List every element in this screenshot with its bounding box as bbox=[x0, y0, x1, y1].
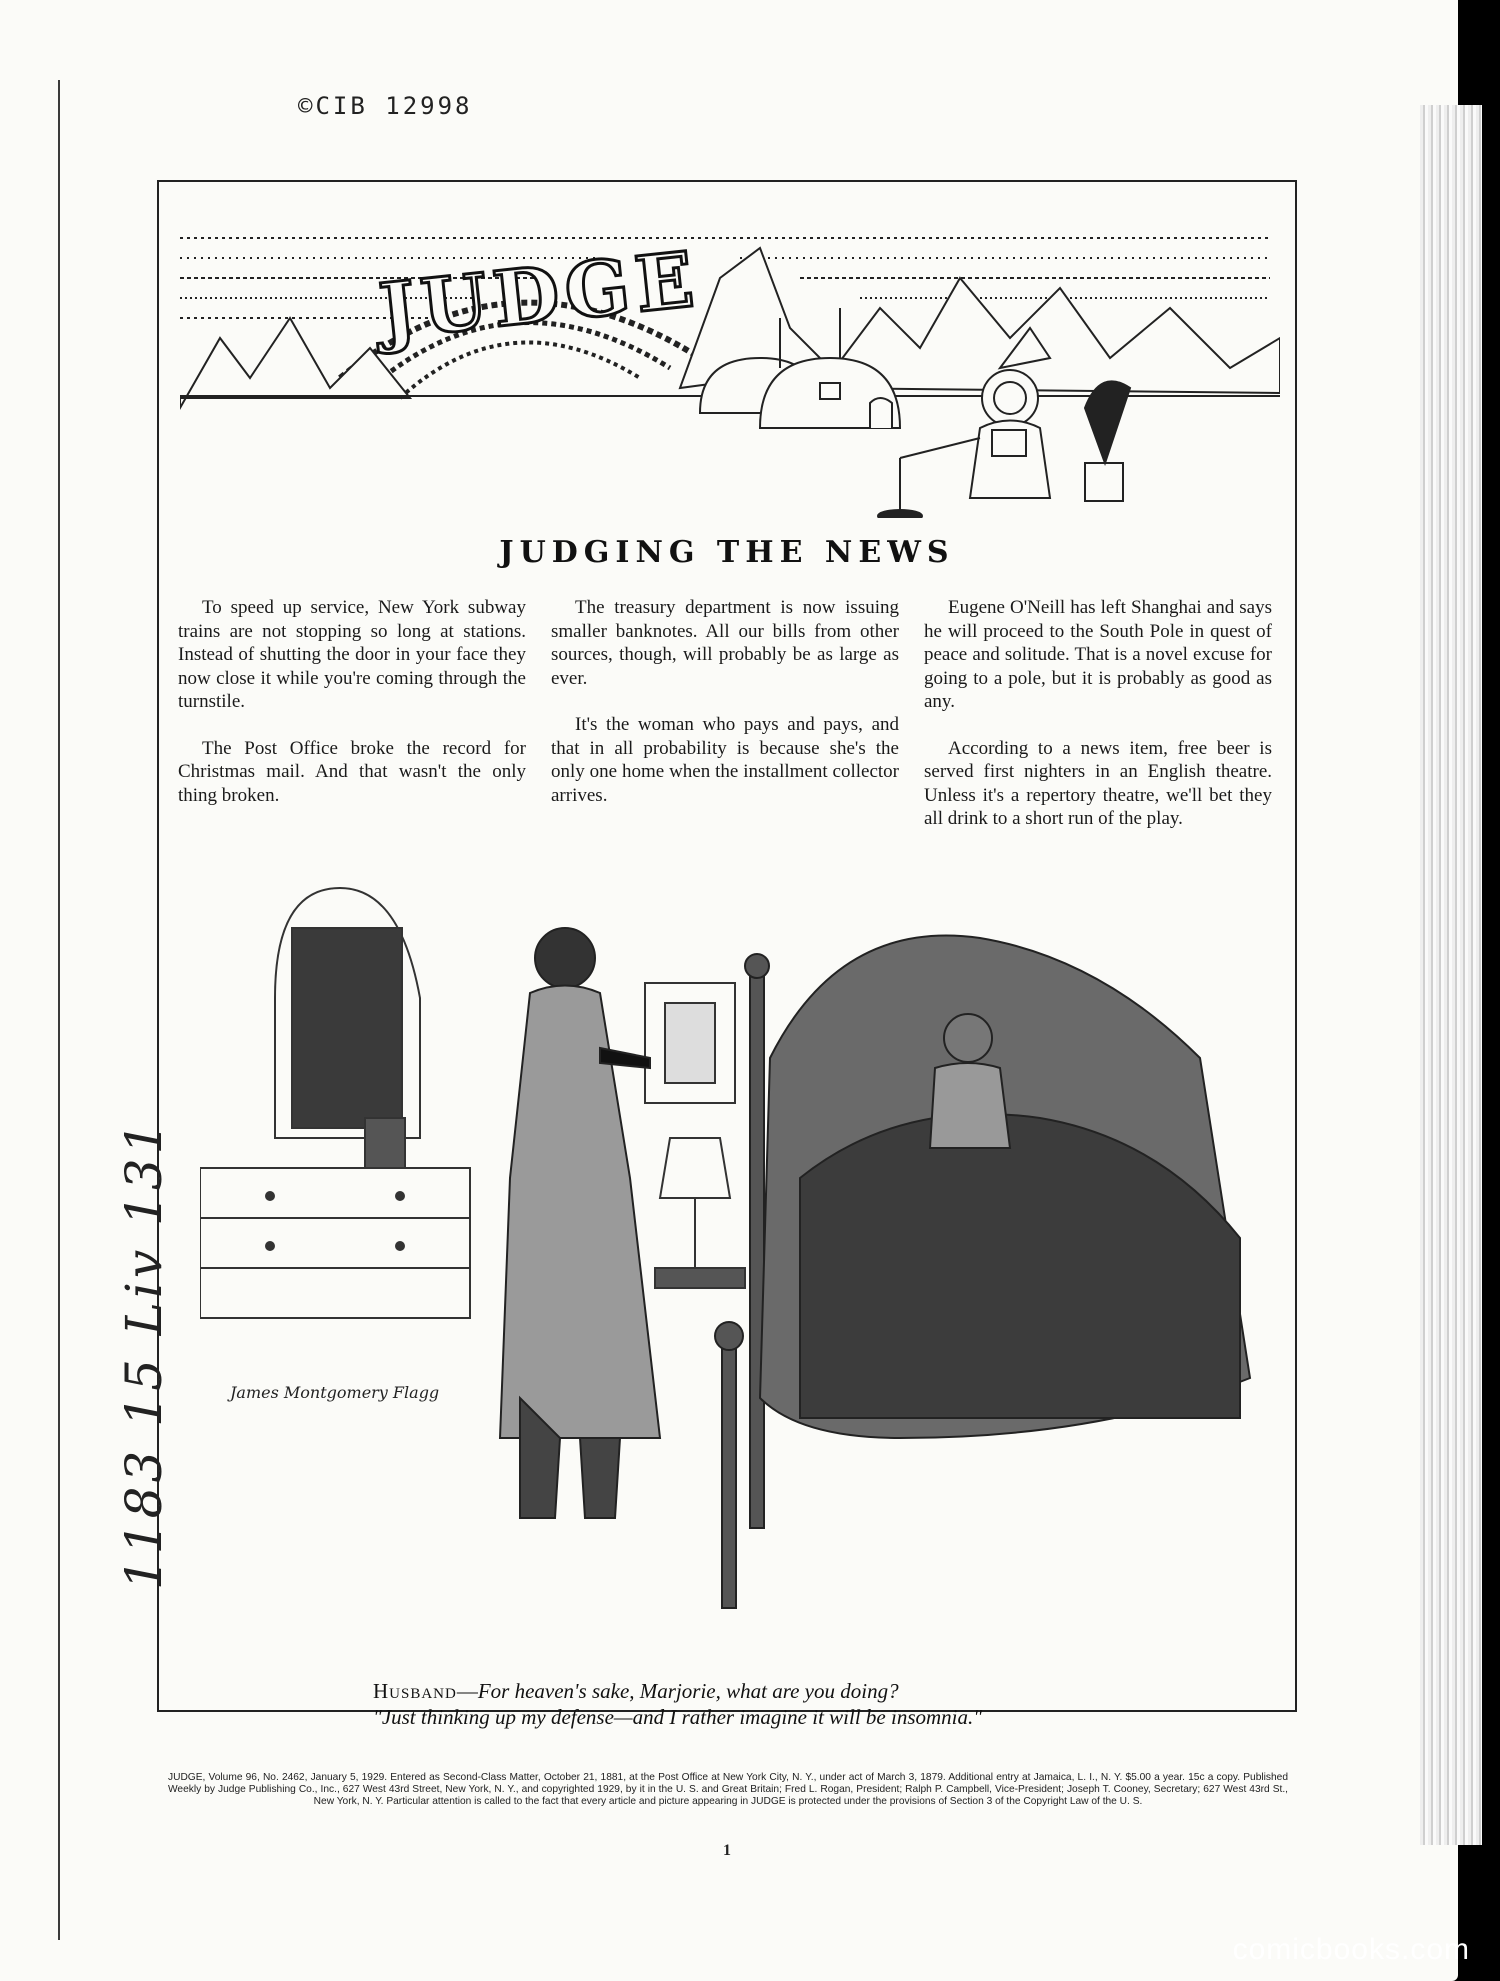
news-item: To speed up service, New York subway trains are not stopping so long at stations. Instead of shutting the door in your face they now close it while you're coming through the turnstile. bbox=[178, 597, 526, 712]
lamp bbox=[655, 1138, 745, 1288]
news-column-3 bbox=[924, 596, 1272, 854]
news-column-1 bbox=[178, 596, 526, 830]
caption-line-2 bbox=[373, 1704, 1273, 1730]
news-item: Eugene O'Neill has left Shanghai and says he will proceed to the South Pole in quest of peace and solitude. That is a novel excuse for going to a pole, but it is probably as good as any. bbox=[924, 597, 1272, 712]
page-title: JUDGING THE NEWS bbox=[499, 535, 955, 570]
artist-signature: James Montgomery Flagg bbox=[230, 1383, 440, 1402]
news-item: The Post Office broke the record for Christmas mail. And that wasn't the only thing broken. bbox=[178, 737, 526, 806]
news-item: According to a news item, free beer is served first nighters in an English theatre. Unless it's a repertory theatre, we'll bet they all drink to a short run of the play. bbox=[924, 737, 1272, 829]
binding-shadow bbox=[58, 80, 60, 1940]
book-page-edges bbox=[1420, 105, 1482, 1845]
dresser bbox=[200, 888, 470, 1318]
caption-line-1: Husband—For heaven's sake, Marjorie, what are you doing? bbox=[373, 1679, 899, 1703]
caption-text-2: "Just thinking up my defense—and I rather imagine it will be insomnia." bbox=[373, 1705, 983, 1729]
news-item: The treasury department is now issuing smaller banknotes. All our bills from other sources, though, will probably be as large as ever. bbox=[551, 597, 899, 689]
masthead-banner bbox=[180, 218, 1280, 518]
cartoon-illustration bbox=[200, 878, 1260, 1618]
gramophone bbox=[1085, 381, 1130, 501]
caption-speaker: Husband bbox=[373, 1679, 457, 1703]
caption-text-1: For heaven's sake, Marjorie, what are you doing? bbox=[477, 1679, 899, 1703]
page-number: 1 bbox=[723, 1842, 731, 1859]
handwritten-note: 1183 15 Liv 131 bbox=[115, 1118, 173, 1590]
publication-notice: JUDGE, Volume 96, No. 2462, January 5, 1929. Entered as Second-Class Matter, October 21, 1881, at the Post Office at New York City, N. Y., under act of March 3, 1879. Additional entry at Jamaica, L. I., N. Y. $5.00 a year. 15c a copy. Published Weekly by Judge Publishing Co., Inc., 627 West 43rd Street, New York, N. Y., and copyrighted 1929, by it in the U. S. and Great Britain; Fred L. Rogan, President; Ralph P. Campbell, Vice-President; Joseph T. Cooney, Secretary; 627 West 43rd St., New York, N. Y. Particular attention is called to the fact that every article and picture appearing in JUDGE is protected under the provisions of Section 3 of the Copyright Law of the U. S. bbox=[168, 1772, 1288, 1807]
watermark: comicbooks.com bbox=[1232, 1933, 1470, 1966]
wall-picture bbox=[645, 983, 735, 1103]
woman-figure bbox=[500, 928, 660, 1518]
news-item: It's the woman who pays and pays, and that in all probability is because she's the only one home when the installment collector arrives. bbox=[551, 714, 899, 806]
news-column-2 bbox=[551, 596, 899, 830]
cartoon-caption bbox=[373, 1678, 1273, 1730]
fishing-line bbox=[878, 438, 980, 518]
masthead-title: JUDGE bbox=[375, 234, 704, 357]
copyright-stamp: ©CIB 12998 bbox=[298, 92, 473, 120]
